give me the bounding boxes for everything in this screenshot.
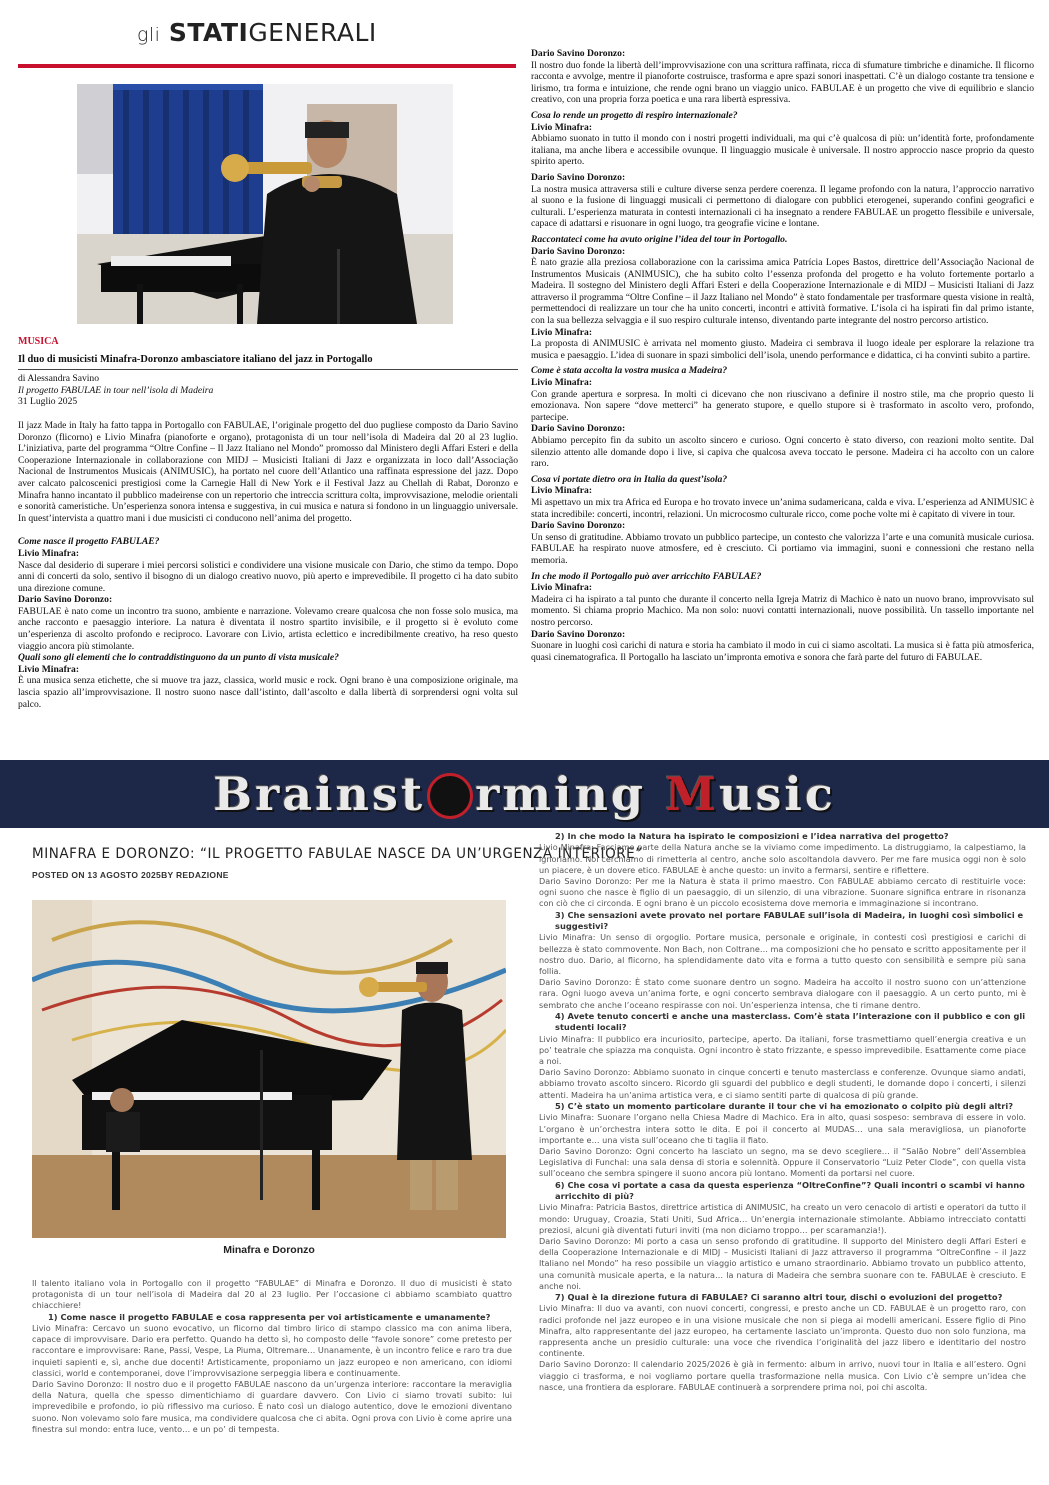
bm-question-5: 5) C’è stato un momento particolare durante il tour che vi ha emozionato o colpito più degli altri? [555, 1100, 1014, 1111]
answer-1-dario: FABULAE è nato come un incontro tra suono, ambiente e narrazione. Volevamo creare qualcosa che non fosse solo musica, ma anche racconto e paesaggio interiore. La natura è diventata il nostro spartito invisibile, e il progetto si è evoluto come un’esperienza di ascolto profondo e reciproco. Lavorare con Livio, artista eclettico e incredibilmente creativo, ha reso questo viaggio ancora più stimolante. [18, 605, 518, 652]
answer-7-dario: Suonare in luoghi così carichi di natura e storia ha cambiato il modo in cui ci siamo ascoltati. La musica si è fatta più atmosferica, quasi cinematografica. Il Portogallo ha lasciato un’impronta emotiva e sonora che farà parte del futuro di FABULAE. [531, 640, 1034, 663]
speaker-dario: Dario Savino Doronzo: [531, 245, 626, 257]
speaker-livio: Livio Minafra: [531, 582, 593, 594]
answer-6-livio: Mi aspettavo un mix tra Africa ed Europa e ho trovato invece un’anima sudamericana, calda e viva. L’esperienza ad ANIMUSIC è stata incredibile: concerti, incontri, relazioni. Un microcosmo culturale ricco, come poche volte mi è capitato di vivere in tour. [531, 496, 1034, 520]
article-subtitle: Il progetto FABULAE in tour nell’isola di Madeira [18, 384, 214, 396]
speaker-livio: Livio Minafra: [531, 121, 593, 133]
question-4: Raccontateci come ha avuto origine l’idea del tour in Portogallo. [531, 233, 788, 245]
logo-prefix: gli [137, 24, 161, 46]
answer-5-livio: Con grande apertura e sorpresa. In molti ci dicevano che non riuscivano a definire il nostro stile, ma che proprio questo li emozionava. Non sapere “dove metterci” ha generato stupore, e quello stupore si è trasformato in ascolto vero, profondo, partecipe. [531, 388, 1034, 423]
answer-1-livio: Nasce dal desiderio di superare i miei percorsi solistici e condividere una visione musicale con Dario, che stimo da tempo. Dopo anni di concerti da solo, sentivo il bisogno di un dialogo creativo nuovo, più aperto e imprevedibile. Il progetto ci ha dato subito una direzione comune. [18, 559, 518, 594]
bm-answer-3-dario: Dario Savino Doronzo: È stato come suonare dentro un sogno. Madeira ha accolto il nostro suono con un’attenzione rara. Ogni luogo aveva un’anima forte, e ogni concerto sembrava dialogare con il paesaggio. A un certo punto, mi è sembrato che anche l’oceano respirasse con noi. Un’esperienza intensa, che ti rimane dentro. [539, 977, 1026, 1010]
speaker-livio: Livio Minafra: [531, 326, 593, 338]
question-5: Come è stata accolta la vostra musica a Madeira? [531, 365, 728, 377]
bm-posted-line: POSTED ON 13 AGOSTO 2025BY REDAZIONE [32, 870, 229, 880]
bm-answer-6-dario: Dario Savino Doronzo: Mi porto a casa un senso profondo di gratitudine. Il supporto del Ministero degli Affari Esteri e della Cooperazione Internazionale e di MIDJ – Musicisti Italiani di Jazz attraverso il programma “OltreConfine – il Jazz Italiano nel Mondo” ha reso possibile un viaggio artistico e umano straordinario. Abbiamo trovato un pubblico attento, una comunità musicale aperta, e la natura… la natura di Madeira che sembra suonare con te. FABULAE è cresciuto. E anche noi. [539, 1235, 1026, 1291]
bm-answer-4-dario: Dario Savino Doronzo: Abbiamo suonato in cinque concerti e tenuto masterclass e conferenze. Ovunque siamo andati, abbiamo trovato ascolto sincero. Ricordo gli sguardi del pubblico e degli studenti, le domande dopo i concerti, i silenzi attenti. Madeira ha un’anima artistica vera, e ci siamo sentiti parte di qualcosa di più grande. [539, 1067, 1026, 1100]
logo-rest: GENERALI [248, 18, 377, 47]
masthead-rule [18, 64, 516, 68]
bm-column-2 [539, 831, 1026, 1393]
question-7: In che modo il Portogallo può aver arricchito FABULAE? [531, 570, 762, 582]
question-1: Come nasce il progetto FABULAE? [18, 536, 160, 548]
speaker-livio: Livio Minafra: [531, 485, 593, 497]
bm-question-6: 6) Che cosa vi portate a casa da questa esperienza “OltreConfine”? Quali incontri o scambi vi hanno arricchito di più? [555, 1179, 1025, 1201]
bm-answer-7-livio: Livio Minafra: Il duo va avanti, con nuovi concerti, congressi, e presto anche un CD. FABULAE è un progetto raro, con radici profonde nel jazz europeo e in una visione musicale che non si piega ai modelli americani. Essere figlio di Pino Minafra, alto rappresentante del jazz europeo, ha certamente lasciato un’impronta. Questo duo non solo funziona, ma rappresenta anche un presidio culturale: una voce che rivendica l’originalità del jazz libero e identitario del nostro continente. [539, 1303, 1026, 1359]
logo-bold: STATI [168, 18, 249, 47]
banner-text-part4: usic [719, 767, 836, 821]
speaker-dario: Dario Savino Doronzo: [531, 520, 626, 532]
banner-text-part1: Brainst [213, 767, 426, 821]
bm-question-1: 1) Come nasce il progetto FABULAE e cosa rappresenta per voi artisticamente e umanamente? [48, 1311, 491, 1322]
bm-answer-7-dario: Dario Savino Doronzo: Il calendario 2025/2026 è già in fermento: album in arrivo, nuovi tour in Italia e all’estero. Ogni viaggio ci trasforma, e noi vogliamo portare quella trasformazione nella musica. Con Livio c’è sempre un’idea che nasce, una frontiera da esplorare. FABULAE continuerà a sorprendere prima noi, poi chi ascolta. [539, 1359, 1026, 1392]
bm-answer-2-dario: Dario Savino Doronzo: Per me la Natura è stata il primo maestro. Con FABULAE abbiamo cercato di restituirle voce: ogni suono che nasce è figlio di un paesaggio, di un silenzio, di una vibrazione. Suonare significa entrare in risonanza con ciò che ci circonda. E ogni brano è un piccolo ecosistema dove memoria e immaginazione si incontrano. [539, 876, 1026, 909]
speaker-dario: Dario Savino Doronzo: [531, 48, 626, 59]
concert-photo-bottom [32, 900, 506, 1238]
bm-answer-5-livio: Livio Minafra: Suonare l’organo nella Chiesa Madre di Machico. Era in alto, quasi sospeso: sembrava di essere in volo. L’organo è un’orchestra intera sotto le dita. E poi il concerto al MUDAS… una sala meravigliosa, un pianoforte importante e… una vista sull’oceano che ti taglia il fiato. [539, 1112, 1026, 1145]
banner-text-part3: M [665, 767, 720, 821]
concert-photo-top-image [77, 84, 453, 324]
speaker-livio: Livio Minafra: [18, 547, 80, 559]
article-byline: di Alessandra Savino [18, 373, 100, 385]
bm-answer-5-dario: Dario Savino Doronzo: Ogni concerto ha lasciato un segno, ma se devo scegliere… il “Salão Nobre” dell’Assemblea Legislativa di Funchal: una sala densa di storia e solennità. Oppure il Conservatorio “Luiz Peter Clode”, con quella vista sull’oceano che sembra spingere il suono ancora più lontano. Momenti da portarsi nel cuore. [539, 1145, 1026, 1179]
bm-article-title[interactable]: MINAFRA E DORONZO: “IL PROGETTO FABULAE NASCE DA UN’URGENZA INTERIORE” [32, 846, 643, 862]
bm-answer-1-dario: Dario Savino Doronzo: Il nostro duo e il progetto FABULAE nascono da un’urgenza interiore: raccontare la meraviglia della Natura, quella che spesso dimentichiamo di guardare davvero. Con Livio ci siamo trovati subito: lui imprevedibile e profondo, io più riflessivo ma curioso. È nato così un dialogo autentico, dove le emozioni diventano suono. Non volevamo solo fare musica, ma condividere qualcosa che ci abita. Ogni prova con Livio è come aprire una finestra sul mondo: entra luce, vento… e un po’ di tempesta. [32, 1379, 512, 1434]
section-label[interactable]: MUSICA [18, 336, 59, 347]
bm-question-3: 3) Che sensazioni avete provato nel portare FABULAE sull’isola di Madeira, in luoghi così simbolici e suggestivi? [555, 909, 1024, 932]
answer-3-dario: La nostra musica attraversa stili e culture diverse senza perdere coerenza. Il legame profondo con la natura, l’approccio narrativo al suono e la fusione di linguaggi musicali ci permettono di dialogare con pubblici eterogenei, superando confini geografici e culturali. L’esperienza maturata in contesti internazionali ci ha insegnato a rendere FABULAE un progetto flessibile e universale, capace di adattarsi e risuonare in ogni luogo, tra geografie vicine e lontane. [531, 183, 1034, 230]
bm-column-1 [32, 1278, 512, 1435]
article-headline[interactable]: Il duo di musicisti Minafra-Doronzo ambasciatore italiano del jazz in Portogallo [18, 353, 373, 365]
article-intro: Il jazz Made in Italy ha fatto tappa in Portogallo con FABULAE, l’originale progetto del duo pugliese composto da Dario Savino Doronzo (flicorno) e Livio Minafra (pianoforte e organo), protagonista di un tour nell’isola di Madeira dal 20 al 23 luglio. L’iniziativa, parte del programma “Oltre Confine – Il Jazz Italiano nel Mondo” promosso dal Ministero degli Affari Esteri e della Cooperazione Internazionale in collaborazione con MIDJ – Musicisti Italiani di Jazz e organizzata in loco dall’Associação Nacional de Instrumentos Musicais (ANIMUSIC), ha portato nel cuore dell’Atlantico una raffinata espressione del jazz. Dopo aver calcato palcoscenici prestigiosi come la Carnegie Hall di New York e il Festival Jazz au Chellah di Rabat, Doronzo e Minafra hanno incantato il pubblico madeirense con un repertorio che intreccia scrittura colta, improvvisazione, melodie orientali e sonorità cameristiche. Un’esperienza sonora intensa e suggestiva, in cui musica e natura si fondono in un linguaggio universale. In quest’intervista a quattro mani i due musicisti ci conducono nell’anima del progetto. [18, 419, 518, 524]
banner-logo [0, 760, 1049, 828]
article-column-2 [531, 48, 1034, 663]
answer-3-livio: Abbiamo suonato in tutto il mondo con i nostri progetti individuali, ma qui c’è qualcosa di più: un’identità forte, profondamente italiana, ma anche libera e accessibile ovunque. Il linguaggio musicale è universale. Il nostro approccio nasce proprio da questo spirito aperto. [531, 133, 1034, 168]
bm-answer-1-livio: Livio Minafra: Cercavo un suono evocativo, un flicorno dal timbro lirico di stampo classico ma con anima libera, capace di improvvisare. Dario era perfetto. Quando ha detto sì, ho composto delle “favole sonore” come pretesto per raccontare e improvvisare: Rane, Passi, Vespe, La Piuma, Oltremare… Unanamente, è un incontro felice e raro tra due inquieti sapienti e, sì, anche due docenti! Artisticamente, proponiamo un jazz europeo e non americano, con idiomi classici, world e contemporanei, dove l’improvvisazione serpeggia libera e continuamente. [32, 1323, 512, 1378]
answer-7-livio: Madeira ci ha ispirato a tal punto che durante il concerto nella Igreja Matriz di Machico è nato un nuovo brano, improvvisato sul momento. Si chiama proprio Machico. Ma non solo: nuovi contatti internazionali, nuove possibilità. Un tassello importante nel nostro percorso. [531, 593, 1034, 628]
masthead-logo[interactable] [137, 18, 377, 47]
photo-caption: Minafra e Doronzo [223, 1244, 315, 1256]
brainstorming-music-banner[interactable] [0, 760, 1049, 828]
headline-rule [18, 369, 518, 370]
bm-intro: Il talento italiano vola in Portogallo con il progetto “FABULAE” di Minafra e Doronzo. Il duo di musicisti è stato protagonista di un tour nell’isola di Madeira dal 20 al 23 luglio. Per l’occasione ci abbiamo scambiato quattro chiacchiere! [32, 1278, 512, 1311]
concert-photo-top [77, 84, 453, 324]
bm-answer-6-livio: Livio Minafra: Patricia Bastos, direttrice artistica di ANIMUSIC, ha creato un vero cenacolo di artisti e operatori da tutto il mondo: Uruguay, Croazia, Stati Uniti, Sud Africa… Un’energia internazionale stimolante. Abbiamo intrecciato contatti preziosi, alcuni già diventati futuri inviti (ma non diciamo troppo… per scaramanzia!). [539, 1202, 1026, 1235]
speaker-dario: Dario Savino Doronzo: [531, 171, 626, 183]
question-6: Cosa vi portate dietro ora in Italia da quest’isola? [531, 473, 728, 485]
answer-4-dario: È nato grazie alla preziosa collaborazione con la carissima amica Patrícia Lopes Bastos, direttrice dell’Associação Nacional de Instrumentos Musicais (ANIMUSIC), che ha subito colto l’essenza profonda del progetto e ha voluto fortemente portarlo a Madeira. Il sostegno del Ministero degli Affari Esteri e della Cooperazione Internazionale e di MIDJ – Musicisti Italiani di Jazz attraverso il programma “Oltre Confine – il Jazz Italiano nel Mondo” è stato fondamentale per trasformare questa visione in realtà, permettendoci di realizzare un tour che ha unito concerti, incontri e attività formative. L’isola ci ha ispirati fin dal primo istante, con la sua bellezza selvaggia e il suo respiro culturale intenso, diventando parte integrante del nostro percorso artistico. [531, 257, 1034, 327]
article-date: 31 Luglio 2025 [18, 396, 78, 408]
speaker-livio: Livio Minafra: [531, 377, 593, 389]
answer-5-dario: Abbiamo percepito fin da subito un ascolto sincero e curioso. Ogni concerto è stato diverso, con reazioni molto sentite. Dal silenzio attento alle domande dopo i live, si capiva che qualcosa aveva toccato le persone. Madeira ci ha accolto con un calore raro. [531, 435, 1034, 470]
banner-text-part2: rming [475, 767, 666, 821]
concert-photo-bottom-image [32, 900, 506, 1238]
bm-answer-2-livio: Livio Minafra: Facciamo parte della Natura anche se la viviamo come impedimento. La distruggiamo, la calpestiamo, la ignoriamo. Noi cerchiamo di rimetterla al centro, anche solo ascoltandola davvero. Per me fare musica oggi non è solo un piacere, è un dovere etico. FABULAE è anche questo: un invito a fermarsi, sentire e riflettere. [539, 842, 1026, 875]
answer-2-dario: Il nostro duo fonde la libertà dell’improvvisazione con una scrittura raffinata, ricca di sfumature timbriche e dinamiche. Il flicorno racconta e avvolge, mentre il pianoforte costruisce, trasforma e apre spazi sonori inaspettati. C’è un dialogo costante tra tensione e lirismo, tra forma e intuizione, che rende ogni brano un viaggio unico. FABULAE è un progetto che vive di equilibrio e slancio creativo, con una propria forza poetica e una rara libertà espressiva. [531, 59, 1034, 106]
speaker-dario: Dario Savino Doronzo: [531, 423, 626, 435]
answer-2-livio: È una musica senza etichette, che si muove tra jazz, classica, world music e rock. Ogni brano è una composizione originale, ma lascia spazio all’improvvisazione. Il nostro suono nasce dall’istinto, dall’ascolto e dalla libertà di sorprendersi ogni volta sul palco. [18, 675, 518, 710]
bm-question-2: 2) In che modo la Natura ha ispirato le composizioni e l’idea narrativa del progetto? [555, 831, 949, 841]
question-3: Cosa lo rende un progetto di respiro internazionale? [531, 109, 738, 121]
article-column-1 [18, 336, 518, 710]
bm-question-4: 4) Avete tenuto concerti e anche una masterclass. Com’è stata l’interazione con il pubblico e con gli studenti locali? [555, 1010, 1026, 1033]
bm-question-7: 7) Qual è la direzione futura di FABULAE? Ci saranno altri tour, dischi o evoluzioni del progetto? [555, 1291, 1003, 1302]
vinyl-record-icon [427, 773, 473, 819]
speaker-livio: Livio Minafra: [18, 663, 80, 675]
answer-6-dario: Un senso di gratitudine. Abbiamo trovato un pubblico partecipe, un contesto che valorizza l’arte e una comunità musicale curiosa. FABULAE ha respirato nuove atmosfere, ed è cresciuto. Ci portiamo via immagini, suoni e connessioni che restano nella memoria. [531, 531, 1034, 566]
bm-answer-4-livio: Livio Minafra: Il pubblico era incuriosito, partecipe, aperto. Da italiani, forse trasmettiamo quell’energia creativa e un po’ teatrale che spiazza ma conquista. Ogni incontro è stato frizzante, e spesso imprevedibile. Esattamente come piace a noi. [539, 1033, 1026, 1067]
speaker-dario: Dario Savino Doronzo: [18, 594, 113, 606]
question-2: Quali sono gli elementi che lo contraddistinguono da un punto di vista musicale? [18, 652, 339, 664]
answer-4-livio: La proposta di ANIMUSIC è arrivata nel momento giusto. Madeira ci sembrava il luogo ideale per esplorare la relazione tra musica e paesaggio. L’idea di suonare in spazi simbolici dell’isola, unendo performance e didattica, ci ha convinti subito a partire. [531, 338, 1034, 361]
bm-answer-3-livio: Livio Minafra: Un senso di orgoglio. Portare musica, personale e originale, in contesti così prestigiosi e carichi di bellezza è stato commovente. Non Bach, non Coltrane… ma composizioni che ho pensato e scritto appositamente per il nostro duo. Dario, al flicorno, ha splendidamente dato vita e forma a tutto questo con sensibilità e sempre più sana follia. [539, 932, 1026, 977]
speaker-dario: Dario Savino Doronzo: [531, 628, 626, 640]
